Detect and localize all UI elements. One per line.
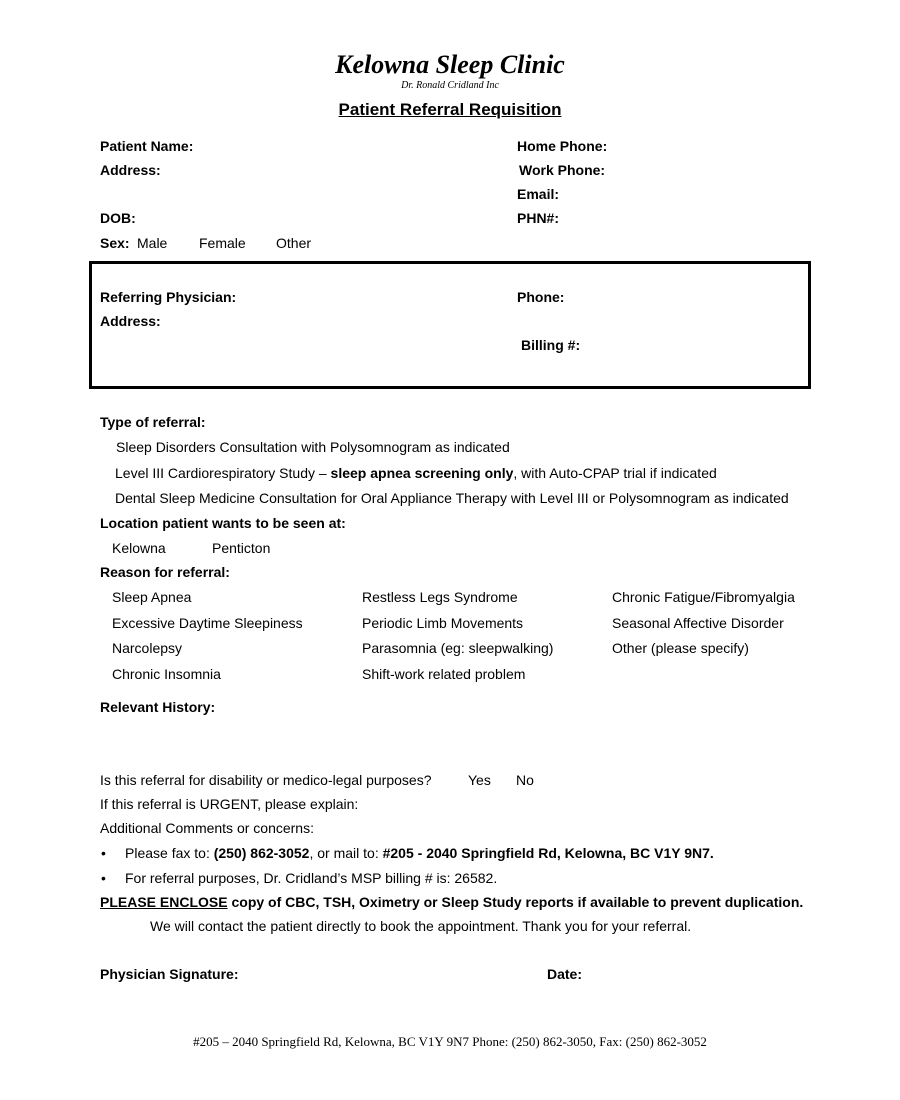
fax-mail-instruction: Please fax to: (250) 862-3052, or mail to: #205 - 2040 Springfield Rd, Kelowna, BC V1Y 9N7. xyxy=(125,845,714,861)
sex-option-male[interactable]: Male xyxy=(137,235,168,251)
sex-option-other[interactable]: Other xyxy=(276,235,312,251)
reason-option[interactable]: Chronic Fatigue/Fibromyalgia xyxy=(612,589,795,605)
patient-address-label: Address: xyxy=(100,162,161,178)
referral-option-dental[interactable]: Dental Sleep Medicine Consultation for Oral Appliance Therapy with Level III or Polysomnogram as indicated xyxy=(115,490,789,506)
footer-address: #205 – 2040 Springfield Rd, Kelowna, BC V1Y 9N7 Phone: (250) 862-3050, Fax: (250) 862-3052 xyxy=(193,1034,707,1049)
dob-label: DOB: xyxy=(100,210,136,226)
reason-option[interactable]: Periodic Limb Movements xyxy=(362,615,524,631)
bullet-icon: • xyxy=(101,845,106,861)
email-label: Email: xyxy=(517,186,560,202)
disability-question: Is this referral for disability or medico-legal purposes? xyxy=(100,772,432,788)
sex-label: Sex: xyxy=(100,235,130,251)
reason-label: Reason for referral: xyxy=(100,564,230,580)
urgent-label: If this referral is URGENT, please explain: xyxy=(100,796,359,812)
reason-option[interactable]: Sleep Apnea xyxy=(112,589,192,605)
form-title: Patient Referral Requisition xyxy=(338,100,562,119)
disability-yes-option[interactable]: Yes xyxy=(468,772,491,788)
enclose-note: PLEASE ENCLOSE copy of CBC, TSH, Oximetry or Sleep Study reports if available to prevent duplication. xyxy=(100,894,804,910)
comments-label: Additional Comments or concerns: xyxy=(100,820,314,836)
clinic-subtitle: Dr. Ronald Cridland Inc xyxy=(401,80,499,91)
reason-option[interactable]: Seasonal Affective Disorder xyxy=(612,615,784,631)
location-option-kelowna[interactable]: Kelowna xyxy=(112,540,166,556)
date-label: Date: xyxy=(547,966,583,982)
billing-note: For referral purposes, Dr. Cridland’s MSP billing # is: 26582. xyxy=(125,870,498,886)
reason-option[interactable]: Restless Legs Syndrome xyxy=(362,589,518,605)
work-phone-label: Work Phone: xyxy=(519,162,606,178)
referring-physician-label: Referring Physician: xyxy=(100,289,237,305)
sex-option-female[interactable]: Female xyxy=(199,235,246,251)
referral-option-level-iii[interactable]: Level III Cardiorespiratory Study – sleep apnea screening only, with Auto-CPAP trial if indicated xyxy=(115,465,717,481)
location-option-penticton[interactable]: Penticton xyxy=(212,540,271,556)
billing-number-label: Billing #: xyxy=(521,337,581,353)
reason-option[interactable]: Other (please specify) xyxy=(612,640,749,656)
location-label: Location patient wants to be seen at: xyxy=(100,515,346,531)
home-phone-label: Home Phone: xyxy=(517,138,608,154)
physician-address-label: Address: xyxy=(100,313,161,329)
relevant-history-label: Relevant History: xyxy=(100,699,216,715)
clinic-name: Kelowna Sleep Clinic xyxy=(335,50,565,79)
phn-label: PHN#: xyxy=(517,210,560,226)
referral-option-polysomnogram[interactable]: Sleep Disorders Consultation with Polysomnogram as indicated xyxy=(116,439,510,455)
physician-phone-label: Phone: xyxy=(517,289,565,305)
reason-option[interactable]: Parasomnia (eg: sleepwalking) xyxy=(362,640,554,656)
bullet-icon: • xyxy=(101,870,106,886)
reason-option[interactable]: Narcolepsy xyxy=(112,640,183,656)
contact-note: We will contact the patient directly to book the appointment. Thank you for your referral. xyxy=(150,918,692,934)
disability-no-option[interactable]: No xyxy=(516,772,534,788)
reason-option[interactable]: Chronic Insomnia xyxy=(112,666,221,682)
reason-option[interactable]: Excessive Daytime Sleepiness xyxy=(112,615,303,631)
patient-name-label: Patient Name: xyxy=(100,138,194,154)
referral-type-label: Type of referral: xyxy=(100,414,206,430)
referring-physician-box xyxy=(89,261,811,389)
physician-signature-label: Physician Signature: xyxy=(100,966,239,982)
reason-option[interactable]: Shift-work related problem xyxy=(362,666,526,682)
